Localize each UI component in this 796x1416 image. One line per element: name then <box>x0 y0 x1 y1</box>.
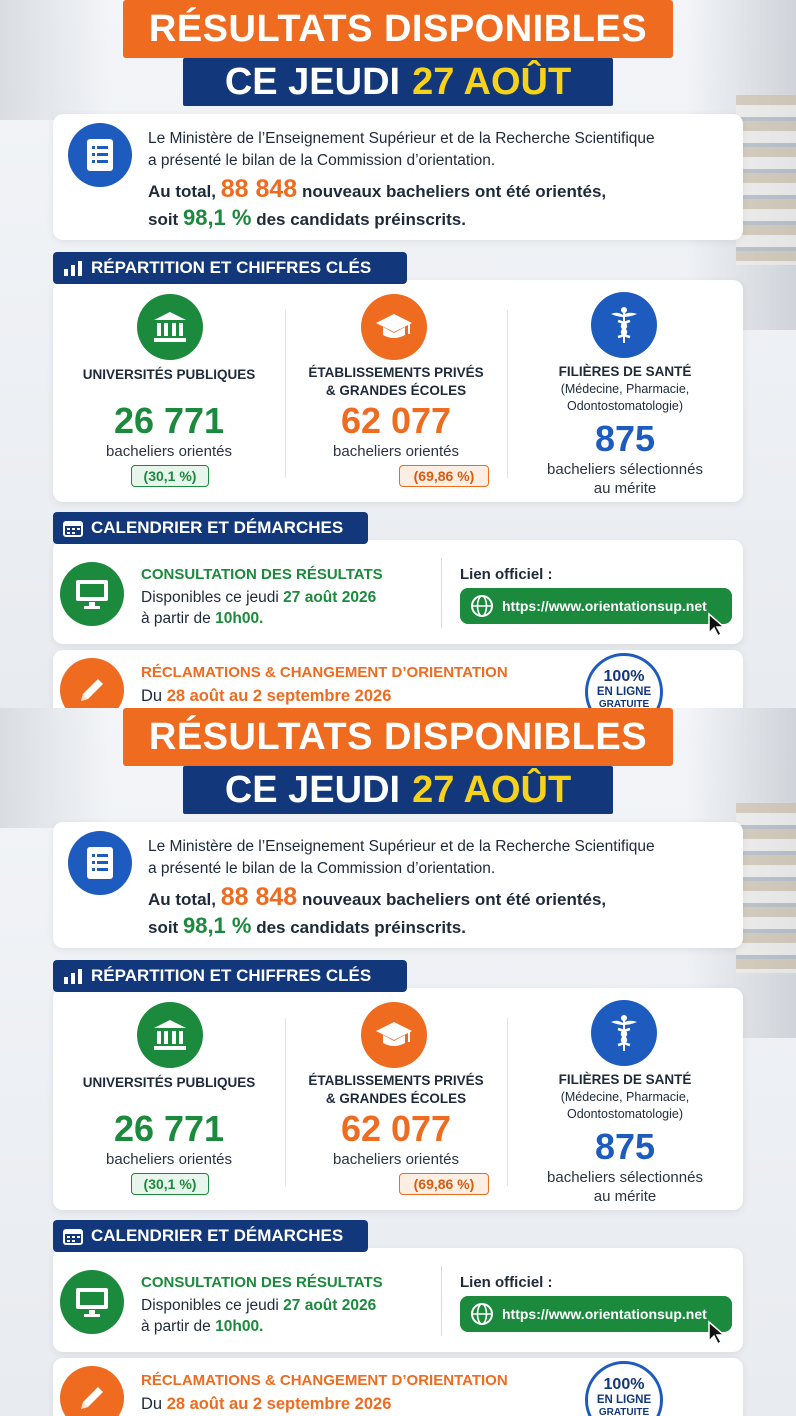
consultation-date: 27 août 2026 <box>283 1297 377 1314</box>
document-icon <box>68 123 132 187</box>
rate-suffix: des candidats préinscrits. <box>256 210 466 229</box>
official-link-url[interactable]: https://www.orientationsup.net <box>502 598 707 614</box>
intro-line-1: Le Ministère de l’Enseignement Supérieur et de la Recherche Scientifique <box>148 130 655 147</box>
stat-caption: bacheliers orientés <box>333 443 459 460</box>
stats-card <box>53 280 743 502</box>
stats-card <box>53 988 743 1210</box>
consultation-date-line <box>141 1297 376 1315</box>
stat-title: UNIVERSITÉS PUBLIQUES <box>82 367 256 382</box>
section-tag-stats <box>53 960 407 992</box>
stat-title-line-2: & GRANDES ÉCOLES <box>325 383 467 398</box>
section-label: RÉPARTITION ET CHIFFRES CLÉS <box>91 966 372 985</box>
stat-title-line-1: ÉTABLISSEMENTS PRIVÉS <box>308 1073 484 1088</box>
mouse-cursor-icon <box>707 612 729 638</box>
main-title: RÉSULTATS DISPONIBLES <box>148 7 648 50</box>
total-suffix: nouveaux bacheliers ont été orientés, <box>301 890 607 909</box>
globe-icon <box>470 594 494 618</box>
rate-value: 98,1 % <box>182 205 252 230</box>
intro-totals <box>148 884 738 941</box>
consultation-time-line <box>141 610 263 628</box>
total-suffix: nouveaux bacheliers ont été orientés, <box>301 182 607 201</box>
pencil-icon <box>60 658 124 708</box>
section-tag-calendar <box>53 512 368 544</box>
intro-card <box>53 822 743 948</box>
caduceus-icon <box>591 1000 657 1066</box>
calendar-icon <box>63 519 83 537</box>
intro-totals <box>148 176 738 233</box>
globe-icon <box>470 1302 494 1326</box>
consultation-time: 10h00. <box>215 610 264 627</box>
badge-line-3: GRATUITE <box>598 1407 650 1416</box>
stat-public-universities <box>53 988 285 1210</box>
monitor-icon <box>60 1270 124 1334</box>
infographic-panel-bottom <box>0 708 796 1416</box>
reclamation-dates-line <box>141 1395 391 1414</box>
stat-title: FILIÈRES DE SANTÉ <box>558 364 692 379</box>
intro-line-2: a présenté le bilan de la Commission d’orientation. <box>148 860 496 877</box>
stat-caption-line-2: au mérite <box>593 480 657 497</box>
official-link-button[interactable] <box>460 1296 732 1332</box>
total-prefix: Au total, <box>148 890 216 909</box>
badge-line-3: GRATUITE <box>598 699 650 708</box>
stat-caption-line-1: bacheliers sélectionnés <box>547 461 703 478</box>
stat-health-fields <box>507 280 743 502</box>
rate-prefix: soit <box>148 918 179 937</box>
rate-line <box>148 913 738 941</box>
total-line <box>148 884 738 913</box>
consultation-date-line <box>141 589 376 607</box>
badge-line-2: EN LIGNE <box>596 1394 652 1406</box>
date-banner-prefix: CE JEUDI <box>224 768 401 811</box>
reclamation-card <box>53 650 743 708</box>
graduation-cap-icon <box>361 1002 427 1068</box>
main-title: RÉSULTATS DISPONIBLES <box>148 715 648 758</box>
section-label: CALENDRIER ET DÉMARCHES <box>91 518 344 537</box>
stat-percent-badge: (69,86 %) <box>399 465 489 487</box>
stat-value: 26 771 <box>113 400 225 441</box>
section-tag-calendar <box>53 1220 368 1252</box>
stat-caption <box>507 460 743 498</box>
consultation-time-prefix: à partir de <box>141 610 211 627</box>
main-title-banner <box>123 0 673 58</box>
stat-caption: bacheliers orientés <box>106 1151 232 1168</box>
stat-caption-line-2: au mérite <box>593 1188 657 1205</box>
reclamation-dates: 28 août au 2 septembre 2026 <box>166 1395 392 1413</box>
caduceus-icon <box>591 292 657 358</box>
consultation-card <box>53 540 743 644</box>
university-icon <box>137 1002 203 1068</box>
intro-line-1: Le Ministère de l’Enseignement Supérieur et de la Recherche Scientifique <box>148 838 655 855</box>
stat-subtitle-line-1: (Médecine, Pharmacie, <box>560 1090 690 1104</box>
graduation-cap-icon <box>361 294 427 360</box>
stat-percent-badge: (69,86 %) <box>399 1173 489 1195</box>
divider <box>441 1266 442 1336</box>
badge-line-1: 100% <box>603 1376 645 1393</box>
total-line <box>148 176 738 205</box>
main-title-banner <box>123 708 673 766</box>
stat-title <box>285 364 507 400</box>
reclamation-dates-prefix: Du <box>141 687 163 705</box>
stat-caption-line-1: bacheliers sélectionnés <box>547 1169 703 1186</box>
reclamation-dates: 28 août au 2 septembre 2026 <box>166 687 392 705</box>
total-prefix: Au total, <box>148 182 216 201</box>
background-decoration <box>0 708 110 828</box>
official-link-label: Lien officiel : <box>460 566 553 583</box>
official-link-url[interactable]: https://www.orientationsup.net <box>502 1306 707 1322</box>
stat-value: 26 771 <box>113 1108 225 1149</box>
consultation-title: CONSULTATION DES RÉSULTATS <box>141 1274 383 1291</box>
monitor-icon <box>60 562 124 626</box>
stat-caption: bacheliers orientés <box>106 443 232 460</box>
reclamation-dates-line <box>141 687 391 706</box>
stat-subtitle-line-1: (Médecine, Pharmacie, <box>560 382 690 396</box>
section-label: CALENDRIER ET DÉMARCHES <box>91 1226 344 1245</box>
stat-subtitle-line-2: Odontostomatologie) <box>566 399 684 413</box>
intro-text <box>148 128 738 172</box>
calendar-icon <box>63 1227 83 1245</box>
consultation-time: 10h00. <box>215 1318 264 1335</box>
official-link-button[interactable] <box>460 588 732 624</box>
stat-title-line-2: & GRANDES ÉCOLES <box>325 1091 467 1106</box>
document-icon <box>68 831 132 895</box>
total-value: 88 848 <box>220 883 298 911</box>
consultation-time-line <box>141 1318 263 1336</box>
consultation-date: 27 août 2026 <box>283 589 377 606</box>
stat-title: UNIVERSITÉS PUBLIQUES <box>82 1075 256 1090</box>
bar-chart-icon <box>63 968 83 984</box>
background-decoration <box>0 0 110 120</box>
stat-value: 62 077 <box>340 1108 452 1149</box>
reclamation-title: RÉCLAMATIONS & CHANGEMENT D’ORIENTATION <box>141 1372 508 1389</box>
stat-percent-badge: (30,1 %) <box>131 465 209 487</box>
intro-text <box>148 836 738 880</box>
rate-suffix: des candidats préinscrits. <box>256 918 466 937</box>
online-free-badge <box>585 653 663 708</box>
section-label: RÉPARTITION ET CHIFFRES CLÉS <box>91 258 372 277</box>
rate-line <box>148 205 738 233</box>
stat-value: 875 <box>594 1126 656 1167</box>
stat-private-schools <box>285 280 507 502</box>
stat-private-schools <box>285 988 507 1210</box>
intro-line-2: a présenté le bilan de la Commission d’orientation. <box>148 152 496 169</box>
stat-value: 62 077 <box>340 400 452 441</box>
date-banner-prefix: CE JEUDI <box>224 60 401 103</box>
reclamation-card <box>53 1358 743 1416</box>
mouse-cursor-icon <box>707 1320 729 1346</box>
consultation-date-prefix: Disponibles ce jeudi <box>141 589 279 606</box>
divider <box>441 558 442 628</box>
badge-line-1: 100% <box>603 668 645 685</box>
pencil-icon <box>60 1366 124 1416</box>
books-decoration <box>736 803 796 973</box>
university-icon <box>137 294 203 360</box>
stat-title: FILIÈRES DE SANTÉ <box>558 1072 692 1087</box>
total-value: 88 848 <box>220 175 298 203</box>
bar-chart-icon <box>63 260 83 276</box>
official-link-label: Lien officiel : <box>460 1274 553 1291</box>
stat-title <box>285 1072 507 1108</box>
date-banner-date: 27 AOÛT <box>412 60 572 103</box>
stat-subtitle-line-2: Odontostomatologie) <box>566 1107 684 1121</box>
rate-prefix: soit <box>148 210 179 229</box>
rate-value: 98,1 % <box>182 913 252 938</box>
date-banner <box>183 58 613 106</box>
reclamation-title: RÉCLAMATIONS & CHANGEMENT D’ORIENTATION <box>141 664 508 681</box>
consultation-time-prefix: à partir de <box>141 1318 211 1335</box>
intro-card <box>53 114 743 240</box>
stat-caption: bacheliers orientés <box>333 1151 459 1168</box>
stat-subtitle <box>507 1089 743 1123</box>
consultation-title: CONSULTATION DES RÉSULTATS <box>141 566 383 583</box>
date-banner-date: 27 AOÛT <box>412 768 572 811</box>
stat-title-line-1: ÉTABLISSEMENTS PRIVÉS <box>308 365 484 380</box>
stat-value: 875 <box>594 418 656 459</box>
online-free-badge <box>585 1361 663 1416</box>
stat-health-fields <box>507 988 743 1210</box>
consultation-card <box>53 1248 743 1352</box>
badge-line-2: EN LIGNE <box>596 686 652 698</box>
stat-public-universities <box>53 280 285 502</box>
books-decoration <box>736 95 796 265</box>
consultation-date-prefix: Disponibles ce jeudi <box>141 1297 279 1314</box>
stat-subtitle <box>507 381 743 415</box>
stat-caption <box>507 1168 743 1206</box>
date-banner <box>183 766 613 814</box>
reclamation-dates-prefix: Du <box>141 1395 163 1413</box>
section-tag-stats <box>53 252 407 284</box>
stat-percent-badge: (30,1 %) <box>131 1173 209 1195</box>
